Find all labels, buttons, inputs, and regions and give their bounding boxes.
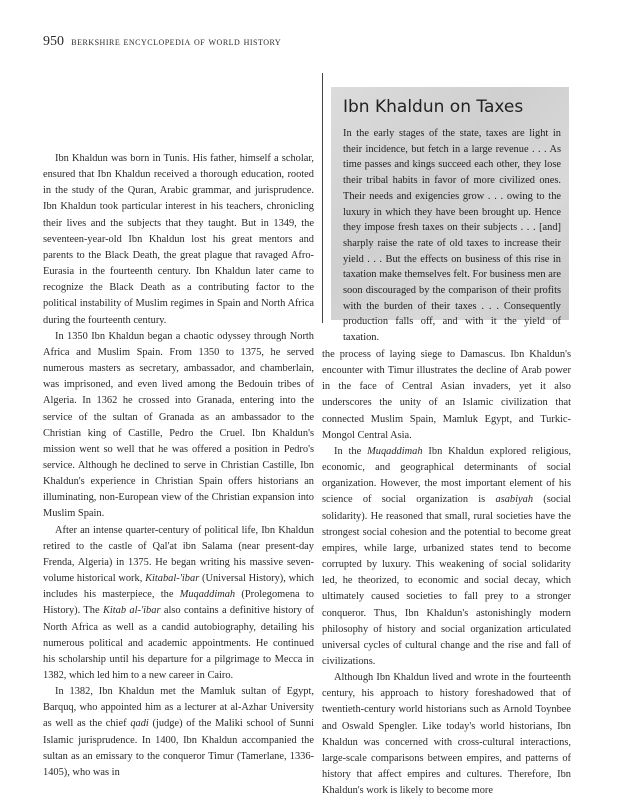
right-column xyxy=(322,347,571,799)
running-head xyxy=(43,34,443,50)
italic-term: asabiyah xyxy=(495,494,534,506)
italic-title: Muqaddimah xyxy=(367,445,423,457)
page-number: 950 xyxy=(43,34,64,49)
sidebar-title: Ibn Khaldun on Taxes xyxy=(343,97,524,117)
italic-title: Kitab al-'ibar xyxy=(102,605,161,617)
paragraph: the process of laying siege to Damascus. Ibn Khaldun's encounter with Timur illustrates the decline of Arab power in the face of Central Asian invaders, yet it also underscores the unity of an Islamic civilization that connected Muslim Spain, Mamluk Egypt, and Turkic-Mongol Central Asia. xyxy=(322,349,571,441)
sidebar-box xyxy=(331,87,569,344)
running-title: berkshire encyclopedia of world history xyxy=(71,36,282,48)
paragraph: After an intense quarter-century of political life, Ibn Khaldun retired to the castle of Qal'at ibn Salama (near present-day Frenda, Algeria) in 1375. He began writing his massive seven-volume historical work, Kitabal-'ibar (Universal History), which includes his masterpiece, the Muqaddimah (Prolegomena to History). The Kitab al-'ibar also contains a definitive history of North Africa as well as a candid autobiography, detailing his numerous political and academic appointments. He continued his scholarship until his departure for a pilgrimage to Mecca in 1382, which led him to a new career in Cairo. xyxy=(43,524,314,681)
sidebar-quote xyxy=(322,73,571,344)
paragraph: In 1382, Ibn Khaldun met the Mamluk sultan of Egypt, Barquq, who appointed him as a lecturer at al-Azhar University as well as the chief qadi (judge) of the Maliki school of Sunni Islamic jurisprudence. In 1400, Ibn Khaldun accompanied the sultan as an emissary to the conqueror Timur (Tamerlane, 1336-1405), who was in xyxy=(43,686,314,778)
paragraph: Although Ibn Khaldun lived and wrote in the fourteenth century, his approach to history foreshadowed that of twentieth-century world historians such as Arnold Toynbee and Oswald Spengler. Like today's world historians, Ibn Khaldun was concerned with cross-cultural interactions, large-scale comparisons between empires, and patterns of history that affect empires and cultures. Therefore, Ibn Khaldun's work is likely to become more xyxy=(322,672,571,797)
sidebar-text: In the early stages of the state, taxes are light in their incidence, but fetch in a large revenue . . . As time passes and kings succeed each other, they lose their tribal habits in favor of more civilized ones. Their needs and exigencies grow . . . owing to the luxury in which they have been brought up. Hence they impose fresh taxes on their subjects . . . [and] sharply raise the rate of old taxes to increase their yield . . . But the effects on business of this rise in taxation make themselves felt. For business men are soon discouraged by the comparison of their profits with the burden of their taxes . . . Consequently production falls off, and with it the yield of taxation. xyxy=(343,128,561,344)
italic-title: Muqaddimah xyxy=(179,589,236,601)
paragraph: In the Muqaddimah Ibn Khaldun explored religious, economic, and geographical determinants of social organization. However, the most important element of his science of social organization is asabiyah (social solidarity). He reasoned that small, rural societies have the strongest social cohesion and the potential to become great empires, while large, urbanized states tend to become corrupted by luxury. This weakening of social solidarity led, he theorized, to economic and social decay, which ultimately caused societies to fall prey to a stronger conqueror. Thus, Ibn Khaldun's astonishingly modern philosophy of history and social organization articulated universal cycles of cultural change and the rise and fall of civilizations. xyxy=(322,445,571,667)
paragraph: In 1350 Ibn Khaldun began a chaotic odyssey through North Africa and Muslim Spain. From 1350 to 1375, he served numerous masters as secretary, ambassador, and chamberlain, was imprisoned, and even lived among the Bedouin tribes of Algeria. In 1362 he crossed into Granada, entering into the service of the sultan of Granada as an ambassador to the Christian king of Castille, Pedro the Cruel. Ibn Khaldun's mission went so well that he was offered a position in Pedro's service. Although he declined to serve in Christian Castille, Ibn Khaldun's experience in Christian Spain offers historians an illuminating, non-European view of the Christian expansion into Muslim Spain. xyxy=(43,330,314,520)
left-column xyxy=(43,151,314,781)
italic-term: qadi xyxy=(130,718,149,730)
italic-title: Kitabal-'ibar xyxy=(145,573,200,585)
paragraph: Ibn Khaldun was born in Tunis. His father, himself a scholar, ensured that Ibn Khaldun received a thorough education, rooted in the study of the Quran, Arabic grammar, and jurisprudence. Ibn Khaldun took particular interest in his teachers, chronicling their lives and the subjects that they taught. But in 1349, the seventeen-year-old Ibn Khaldun lost his great mentors and parents to the Black Death, the great plague that ravaged Afro-Eurasia in the fourteenth century. Ibn Khaldun later came to recognize the Black Death as a contributing factor to the political instability of Muslim regimes in Spain and North Africa during the fourteenth century. xyxy=(43,153,314,326)
